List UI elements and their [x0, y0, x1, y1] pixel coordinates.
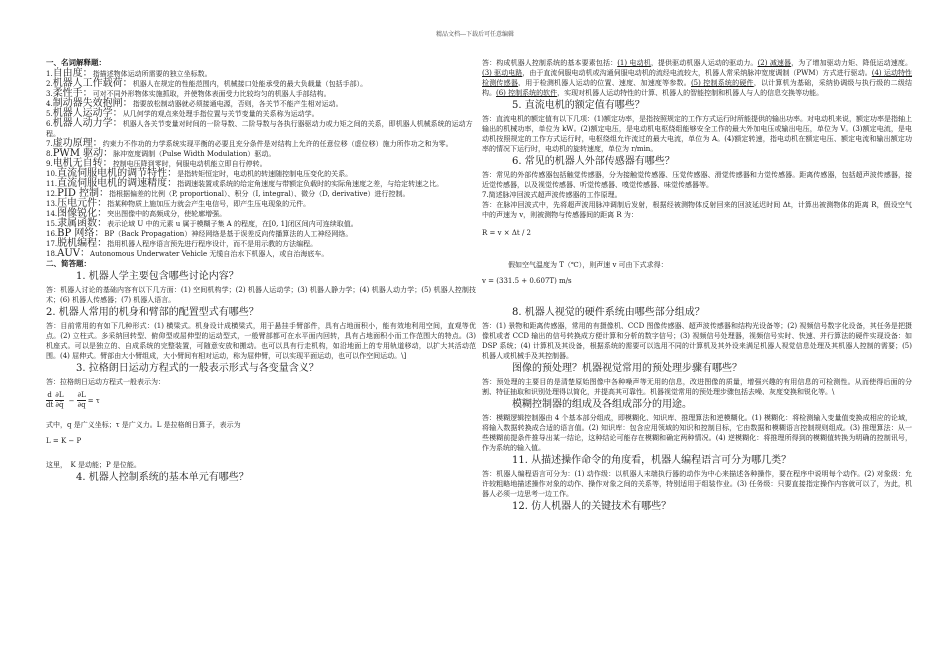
definition-term: PWM 驱动： [52, 148, 114, 159]
definition-number: 18. [46, 250, 58, 258]
definition-number: 1. [46, 70, 53, 78]
definition-text: 是指转矩恒定时，电动机的转速随控制电压变化的关系。 [177, 170, 353, 178]
answer-text: 答：机器人讨论的基础内容有以下几方面：(1) 空间机构学；(2) 机器人运动学；(3) 机器人静力学；(4) 机器人动力学；(5) 机器人控制技术；(6) 机器人传感器；(7) 机器人语言。 [46, 286, 476, 304]
definition-term: 图像锐化： [57, 208, 108, 219]
question-title: 6. 常见的机器人外部传感器有哪些？ [512, 156, 675, 167]
definition-term: 自由度： [52, 68, 93, 79]
definition-item [46, 179, 476, 189]
definition-number: 3. [46, 90, 53, 98]
answer-text: 这里， K 是动能；P 是位能。 [46, 461, 141, 469]
distance-equation: R = v × Δt / 2 [482, 229, 531, 237]
definition-term: AUV： [57, 248, 91, 259]
definition-term: 机器人动力学： [52, 118, 123, 129]
definition-text: 指某种物质上施加压力就会产生电信号，即产生压电现象的元件。 [107, 200, 311, 208]
definition-number: 17. [46, 240, 58, 248]
question-title: 8. 机器人视觉的硬件系统由哪些部分组成？ [512, 307, 705, 318]
definition-text: 指根据偏差的比例（P, proportional）、积分（I, integral）、微分（D, derivative）进行控制。 [109, 190, 410, 198]
answer-text: 答：直流电机的额定值有以下几项：(1)额定功率，是指按照规定的工作方式运行时所能提供的输出功率。对电动机来说，额定功率是指轴上输出的机械功率，单位为 kW。(2)额定电压，是电动机电枢绕组能够安全工作的最大外加电压或输出电压，单位为 V。(3)额定电流，是电动机按照规定的工作方式运行时，电枢绕组允许流过的最大电流，单位为 A。(4)额定转速，指电动机在额定电压、额定电流和输出额定功率的情况下运行时，电动机的旋转速度，单位为 r/min。 [482, 115, 912, 153]
definition-text: 约束力不作功的力学系统实现平衡的必要且充分条件是对结构上允许的任意位移（虚位移）施力所作功之和为零。 [102, 140, 453, 148]
question-title: 3. 拉格朗日运动方程式的一般表示形式与各变量含义？ [76, 363, 319, 374]
definition-text: 机器人各关节变量对时间的一阶导数、二阶导数与各执行器驱动力或力矩之间的关系，即机器人机械系统的运动方程。 [46, 120, 473, 138]
text: ，由于直流伺服电动机或沟通伺服电动机的流经电流较大，机器人常采纳脉冲宽度调制（PWM）方式进行驱动。 [522, 69, 872, 77]
question-title: 2. 机器人常用的机身和臂部的配置型式有哪些？ [46, 307, 259, 318]
definition-number: 2. [46, 80, 53, 88]
answer-text: 式中，q 是广义坐标；τ 是广义力。L 是拉格朗日算子，表示为 [46, 421, 241, 429]
definition-list [46, 69, 476, 259]
definition-number: 14. [46, 210, 58, 218]
definition-term: 机器人运动学： [52, 108, 123, 119]
definition-number: 8. [46, 150, 53, 158]
sound-speed-equation: v = (331.5 + 0.607T) m/s [482, 277, 572, 285]
definition-number: 12. [46, 190, 58, 198]
definition-item [46, 199, 476, 209]
minus-sign: − [68, 396, 75, 405]
underlined-term: (5) 控制系统的硬件 [690, 79, 754, 87]
definition-number: 10. [46, 170, 58, 178]
question-title: 4. 机器人控制系统的基本单元有哪些？ [76, 472, 249, 483]
definition-term: 压电元件： [57, 198, 108, 209]
definition-number: 7. [46, 140, 53, 148]
text: ，用于检测机器人运动的位置、速度、加速度等参数。 [518, 79, 691, 87]
eq-num: d [47, 391, 52, 399]
eq-rhs: = τ [87, 396, 100, 405]
definition-item [46, 229, 476, 239]
definition-text: Autonomous Underwater Vehicle 无缆自治水下机器人，或自治海底车。 [90, 250, 329, 258]
definition-text: 脉冲宽度调制（Pulse Width Modulation）驱动。 [113, 150, 276, 158]
question-title: 12. 仿人机器人的关键技术有哪些？ [512, 501, 672, 512]
definition-term: 脱机编程： [57, 238, 108, 249]
definition-number: 11. [46, 180, 58, 188]
fraction [46, 391, 53, 410]
answer-text: 答：目前常用的有如下几种形式：(1) 横梁式。机身设计成横梁式，用于悬挂手臂部件，具有占地面积小，能有效地利用空间，直观等优点。(2) 立柱式。多采纳回转型、俯仰型或屈伸型的运动型式，一般臂部都可在水平面内回转，具有占地面积小而工作范围大的特点。(3) 机座式。可以是独立的、自成系统的完整装置，可随意安放和搬动。也可以具有行走机构，如沿地面上的专用轨道移动，以扩大其活动范围。(4) 屈伸式。臂部由大小臂组成，大小臂间有相对运动，称为屈伸臂，可以实现平面运动，也可以作空间运动。\] [46, 322, 476, 360]
underlined-term: (2) 减速器 [757, 59, 792, 67]
question-title: 图像的预处理？机器视觉常用的预处理步骤有哪些？ [512, 363, 742, 374]
definition-term: 机器人工作载荷： [52, 78, 133, 89]
left-column [46, 58, 476, 486]
definition-text: 机器人在规定的性能范围内，机械接口处能承受的最大负载量（包括手部）。 [132, 80, 368, 88]
question-title: 5. 直流电机的额定值有哪些？ [512, 100, 645, 111]
definition-item [46, 209, 476, 219]
question-title: 11. 从描述操作命令的角度看，机器人编程语言可分为哪几类？ [512, 455, 792, 466]
definition-item [46, 119, 476, 139]
definition-number: 13. [46, 200, 58, 208]
question-title: 1. 机器人学主要包含哪些讨论内容？ [76, 271, 239, 282]
page-header: 精品文档---下载后可任意编辑 [435, 31, 515, 38]
underlined-term: (4) 运动特性检测传感器 [482, 69, 913, 87]
definition-number: 6. [46, 120, 53, 128]
text: ，为了增加驱动力矩、降低运动速度。 [791, 59, 913, 67]
eq-den: ∂q̇ [55, 401, 64, 409]
right-column [482, 58, 912, 515]
underlined-term: (1) 电动机 [617, 59, 651, 67]
fraction [55, 391, 63, 410]
question-title: 7.简述脉冲回波式超声波传感器的工作原理。 [482, 191, 622, 199]
definition-item [46, 219, 476, 229]
eq-den: dt [46, 401, 54, 409]
definition-text: 指要放松制动器就必须接通电源，否则，各关节不能产生相对运动。 [132, 100, 343, 108]
definition-number: 9. [46, 160, 53, 168]
definition-text: 控制电压降到零时，伺服电动机能立即自行停转。 [112, 160, 267, 168]
definition-number: 4. [46, 100, 53, 108]
answer-text: 答：模糊逻辑控制器由 4 个基本部分组成，即模糊化、知识库、推理算法和逆模糊化。(1) 模糊化：将检测输入变量值变换成相应的论域，将输入数据转换成合适的语言值。(2) 知识库：包含应用领域的知识和控制目标，它由数据和模糊语言控制规则组成。(3) 推理算法：从一些模糊前提条件推导出某一结论，这种结论可能存在模糊和确定两种情况。(4) 逆模糊化：将推理所得到的模糊值转换为明确的控制讯号，作为系统的输入值。 [482, 414, 912, 452]
definition-number: 16. [46, 230, 58, 238]
answer-text: 答：常见的外部传感器包括触觉传感器，分为接触觉传感器、压觉传感器、滑觉传感器和力觉传感器。距离传感器，包括超声波传感器，接近觉传感器，以及视觉传感器、听觉传感器、嗅觉传感器、味觉传感器等。 [482, 171, 912, 189]
definition-term: 柔性手： [52, 88, 93, 99]
answer-text [482, 58, 912, 98]
definition-text: 可对不同外形物体实施抓取，并使物体表面受力比较均匀的机器人手部结构。 [92, 90, 331, 98]
answer-text: 答：(1) 景物和距离传感器，常用的有摄像机、CCD 图像传感器、超声波传感器和结构光设备等；(2) 视频信号数字化设备，其任务是把摄像机或者 CCD 输出的信号转换成方便计算和分析的数字信号；(3) 视频信号处理器，视频信号实时、快速、并行算法的硬件实现设备：如 DSP 系统；(4) 计算机及其设备，根据系统的需要可以选用不同的计算机及其外设来满足机器人视觉信息处理及其机器人控制的需要；(5) 机器人或机械手及其控制器。 [482, 322, 912, 360]
underlined-term: (6) 控制系统的软件 [496, 89, 558, 97]
definition-term: BP 网络： [57, 228, 105, 239]
underlined-term: (3) 驱动电路 [482, 69, 523, 77]
definition-text: 表示论域 U 中的元素 u 属于模糊子集 A 的程度，在[0, 1]闭区间内可连续取值。 [107, 220, 358, 228]
definition-text: 从几何学的观点来处理手指位置与关节变量的关系称为运动学。 [122, 110, 319, 118]
text: 答：构成机器人控制系统的基本要素包括： [482, 59, 618, 67]
definition-item [46, 249, 476, 259]
definition-term: 隶属函数： [57, 218, 108, 229]
answer-text: 答：在脉冲回波式中，先将超声波用脉冲调制后发射，根据经被测物体反射回来的回波延迟时间 Δt，计算出被测物体的距离 R，假设空气中的声速为 v，则被测物与传感器间的距离 R 为： [482, 201, 912, 219]
answer-text: 答：拉格朗日运动方程式一般表示为： [46, 378, 165, 386]
eq-num: ∂L [55, 391, 64, 399]
lagrange-equation [46, 391, 476, 410]
definition-term: PID 控制： [57, 188, 110, 199]
text: ，提供驱动机器人运动的驱动力。 [650, 59, 758, 67]
eq-num: ∂L [77, 391, 86, 399]
fraction [77, 391, 85, 410]
question-title: 模糊控制器的组成及各组成部分的用途。 [512, 399, 692, 410]
definition-text: 指调速装置或系统的给定角速度与带额定负载时的实际角速度之差，与给定转速之比。 [177, 180, 444, 188]
definition-number: 15. [46, 220, 58, 228]
definition-text: 指用机器人程序语言预先进行程序设计，而不是用示教的方法编程。 [107, 240, 318, 248]
definition-term: 电机无自转： [52, 158, 113, 169]
section-heading-definitions: 一、名词解释题： [46, 58, 106, 67]
lagrangian-equation: L = K − P [46, 437, 82, 445]
definition-term: 制动器失效抱闸： [52, 98, 133, 109]
definition-text: 指描述物体运动所需要的独立坐标数。 [92, 70, 212, 78]
answer-text: 答：机器人编程语言可分为：(1) 动作级：以机器人末端执行器的动作为中心来描述各种操作，要在程序中说明每个动作。(2) 对象级：允许较粗略地描述操作对象的动作、操作对象之间的关系等，特别适用于组装作业。(3) 任务级：只要直接指定操作内容就可以了，为此，机器人必须一边思考一边工作。 [482, 470, 912, 498]
definition-item [46, 189, 476, 199]
definition-number: 5. [46, 110, 53, 118]
definition-item [46, 79, 476, 89]
answer-text: 答：预处理的主要目的是清楚原始图像中各种噪声等无用的信息，改进图像的质量，增强兴趣的有用信息的可检测性。从而使得后面的分割、特征抽取和识别处理得以简化，并提高其可靠性。机器视觉常用的预处理步骤包括去噪、灰度变换和锐化等。\ [482, 378, 912, 396]
definition-item [46, 239, 476, 249]
definition-text: BP（Back Propagation）神经网络是基于误差反向传播算法的人工神经网络。 [104, 230, 353, 238]
definition-term: 虚功原理： [52, 138, 103, 149]
text: ，以计算机为基础，采纳协调级与执行级的二级结构。 [482, 79, 913, 97]
text: ，实现对机器人运动特性的计算、机器人的智能控制和机器人与人的信息交换等功能。 [557, 89, 824, 97]
section-heading-short-answers: 二、简答题： [46, 259, 91, 268]
definition-term: 直流伺服电机的调节特性： [57, 168, 178, 179]
definition-text: 突出图像中的高频成分，使轮廓增强。 [107, 210, 227, 218]
answer-text: 假如空气温度为 T（℃），则声速 v 可由下式求得： [508, 261, 668, 269]
definition-term: 直流伺服电机的调速精度： [57, 178, 178, 189]
eq-den: ∂q [77, 401, 86, 409]
